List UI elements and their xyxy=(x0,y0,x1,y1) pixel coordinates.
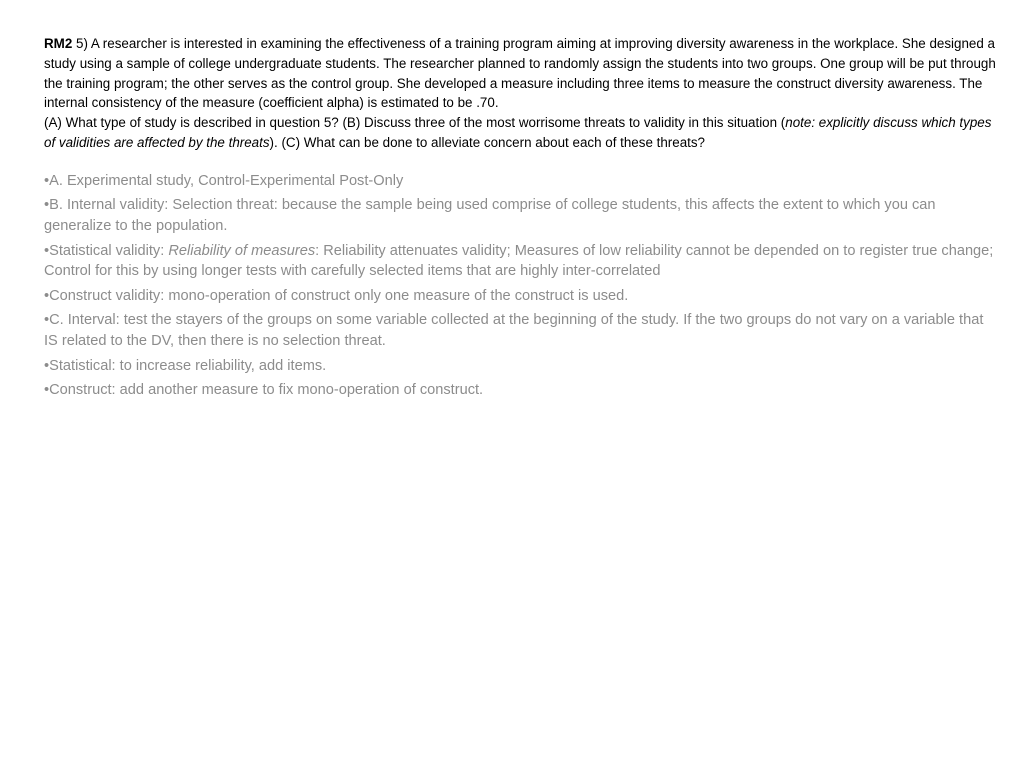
answer-statistical-validity xyxy=(44,241,1000,282)
statistical-prefix: •Statistical validity: xyxy=(44,242,169,259)
question-label: RM2 xyxy=(44,36,73,51)
question-parts-end: ). (C) What can be done to alleviate concern about each of these threats? xyxy=(269,134,705,150)
answer-b: •B. Internal validity: Selection threat: because the sample being used comprise of college students, this affects the extent to which you can generalize to the population. xyxy=(44,197,936,234)
question-parts: (A) What type of study is described in question 5? (B) Discuss three of the most worrisome threats to validity in this situation ( xyxy=(44,115,786,131)
question-text xyxy=(44,34,1000,153)
answer-construct-fix: •Construct: add another measure to fix mono-operation of construct. xyxy=(44,382,484,399)
answer-c: •C. Interval: test the stayers of the groups on some variable collected at the beginning of the study. If the two groups do not vary on a variable that IS related to the DV, then there is no selection threat. xyxy=(44,312,984,349)
answer-list xyxy=(44,171,1000,401)
statistical-emphasis: Reliability of measures xyxy=(168,242,316,259)
question-body: 5) A researcher is interested in examining the effectiveness of a training program aiming at improving diversity awareness in the workplace. She designed a study using a sample of college undergraduate students. The researcher planned to randomly assign the students into two groups. One group will be put through the training program; the other serves as the control group. She developed a measure including three items to measure the construct diversity awareness. The internal consistency of the measure (coefficient alpha) is estimated to be .70. xyxy=(44,36,996,111)
statistical-rest: : Reliability attenuates validity; Measures of low reliability cannot be depended on to register true change; Control for this by using longer tests with carefully selected items that are highly inter-correlated xyxy=(44,242,994,280)
answer-construct-validity: •Construct validity: mono-operation of construct only one measure of the construct is used. xyxy=(44,287,629,304)
question-note: note: explicitly discuss which types of validities are affected by the threats xyxy=(44,115,992,150)
answer-statistical-fix: •Statistical: to increase reliability, add items. xyxy=(44,357,327,374)
answer-a: •A. Experimental study, Control-Experimental Post-Only xyxy=(44,172,404,189)
